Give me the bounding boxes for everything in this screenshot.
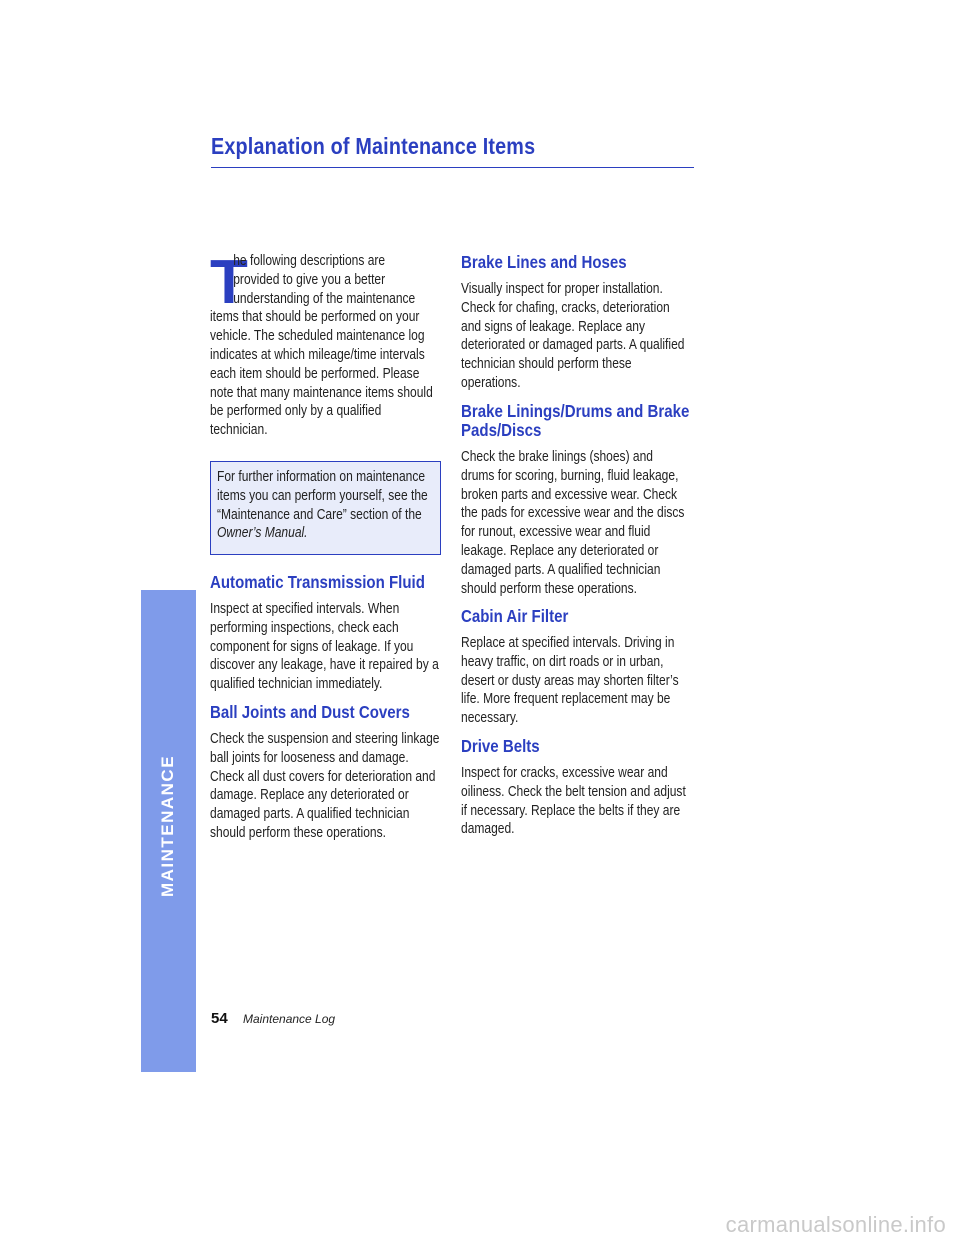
body-line: desert or dusty areas may shorten filter’s	[461, 672, 679, 689]
body-line: Replace at specified intervals. Driving in	[461, 635, 675, 651]
body-line: Check for chafing, cracks, deterioration	[461, 299, 670, 316]
note-line: “Maintenance and Care” section of the	[217, 506, 422, 523]
intro-line: technician.	[210, 422, 268, 439]
intro-text	[210, 248, 443, 440]
section-body	[461, 280, 694, 393]
body-line: qualified technician immediately.	[210, 676, 383, 693]
intro-line: be performed only by a qualified	[210, 403, 382, 420]
body-line: drums for scoring, burning, fluid leakage,	[461, 467, 679, 484]
body-line: Visually inspect for proper installation.	[461, 281, 663, 297]
owners-manual-reference: Owner’s Manual.	[217, 525, 308, 542]
body-line: for runout, excessive wear and fluid	[461, 524, 651, 541]
body-line: operations.	[461, 374, 521, 391]
heading-line: Brake Linings/Drums and Brake	[461, 401, 690, 421]
intro-line: items that should be performed on your	[210, 309, 420, 326]
section-heading: Ball Joints and Dust Covers	[210, 702, 410, 722]
note-line: For further information on maintenance	[217, 469, 426, 485]
body-line: oiliness. Check the belt tension and adjust	[461, 783, 686, 800]
body-line: Check the suspension and steering linkage	[210, 731, 440, 747]
intro-line: provided to give you a better	[233, 271, 386, 288]
note-line: items you can perform yourself, see the	[217, 487, 428, 504]
body-line: should perform these operations.	[210, 824, 386, 841]
section-heading	[461, 402, 695, 440]
intro-line: he following descriptions are	[233, 253, 386, 269]
side-tab-label: MAINTENANCE	[158, 754, 177, 898]
intro-paragraph	[210, 248, 443, 442]
note-box	[210, 461, 441, 555]
section-heading: Brake Lines and Hoses	[461, 252, 627, 272]
body-line: damaged.	[461, 821, 515, 838]
left-column	[210, 248, 443, 442]
heading-line: Pads/Discs	[461, 420, 542, 440]
body-line: should perform these operations.	[461, 580, 637, 597]
section-body	[210, 600, 443, 694]
body-line: damaged parts. A qualified technician	[461, 561, 661, 578]
body-line: component for signs of leakage. If you	[210, 638, 414, 655]
body-line: technician should perform these	[461, 356, 632, 373]
section-heading: Automatic Transmission Fluid	[210, 572, 425, 592]
body-line: Check the brake linings (shoes) and	[461, 449, 654, 465]
note-text	[217, 468, 446, 543]
body-line: damaged parts. A qualified technician	[210, 806, 410, 823]
body-line: performing inspections, check each	[210, 619, 399, 636]
body-line: Check all dust covers for deterioration and	[210, 768, 436, 785]
section-brake-lines	[461, 253, 742, 393]
body-line: heavy traffic, on dirt roads or in urban,	[461, 653, 664, 670]
section-body	[461, 764, 694, 839]
body-line: Inspect for cracks, excessive wear and	[461, 765, 668, 781]
section-body	[461, 634, 694, 728]
section-heading: Drive Belts	[461, 736, 540, 756]
body-line: ball joints for looseness and damage.	[210, 749, 409, 766]
body-line: life. More frequent replacement may be	[461, 691, 671, 708]
intro-line: indicates at which mileage/time intervals	[210, 346, 425, 363]
intro-line: understanding of the maintenance	[233, 290, 416, 307]
section-cabin-filter	[461, 607, 742, 728]
page-number: 54	[211, 1010, 228, 1027]
body-line: broken parts and excessive wear. Check	[461, 486, 678, 503]
section-heading: Cabin Air Filter	[461, 606, 569, 626]
body-line: damage. Replace any deteriorated or	[210, 787, 409, 804]
page-title: Explanation of Maintenance Items	[211, 133, 536, 159]
body-line: necessary.	[461, 710, 519, 727]
intro-line: each item should be performed. Please	[210, 365, 420, 382]
section-body	[461, 448, 694, 598]
title-rule	[211, 167, 694, 168]
body-line: leakage. Replace any deteriorated or	[461, 542, 659, 559]
section-body	[210, 730, 443, 843]
section-drive-belts	[461, 737, 742, 839]
section-atf	[210, 573, 491, 694]
watermark: carmanualsonline.info	[725, 1212, 946, 1237]
section-brake-linings	[461, 402, 742, 598]
drop-cap: T	[210, 248, 248, 317]
footer-section-name: Maintenance Log	[243, 1012, 336, 1026]
body-line: discover any leakage, have it repaired by a	[210, 657, 439, 674]
intro-line: note that many maintenance items should	[210, 384, 433, 401]
body-line: if necessary. Replace the belts if they are	[461, 802, 681, 819]
body-line: deteriorated or damaged parts. A qualified	[461, 337, 685, 354]
body-line: the pads for excessive wear and the discs	[461, 505, 685, 522]
section-ball-joints	[210, 703, 491, 843]
body-line: Inspect at specified intervals. When	[210, 601, 400, 617]
body-line: and signs of leakage. Replace any	[461, 318, 646, 335]
intro-line: vehicle. The scheduled maintenance log	[210, 328, 425, 345]
